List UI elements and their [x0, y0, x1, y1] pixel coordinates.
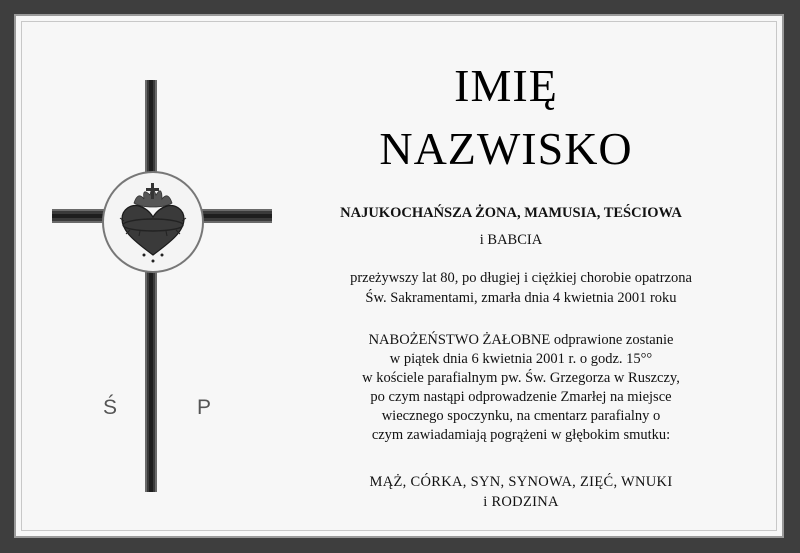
- last-name: NAZWISKO: [379, 123, 633, 174]
- life-info: [286, 268, 756, 308]
- funeral-line: w piątek dnia 6 kwietnia 2001 r. o godz. 15°°: [389, 351, 653, 367]
- mourners-list: [276, 472, 766, 512]
- life-info-line: przeżywszy lat 80, po długiej i ciężkiej chorobie opatrzona: [350, 270, 692, 286]
- family-roles: NAJUKOCHAŃSZA ŻONA, MAMUSIA, TEŚCIOWA: [340, 205, 682, 221]
- funeral-line: czym zawiadamiają pogrążeni w głębokim smutku:: [371, 427, 671, 443]
- obituary-card: [14, 14, 784, 538]
- funeral-line: po czym nastąpi odprowadzenie Zmarłej na miejsce: [370, 389, 672, 405]
- sacred-heart-icon: [104, 173, 202, 271]
- life-info-line: Św. Sakramentami, zmarła dnia 4 kwietnia 2001 roku: [365, 290, 677, 306]
- cross-vertical-beam: [145, 80, 157, 492]
- funeral-line: wiecznego spoczynku, na cmentarz parafialny o: [381, 408, 661, 424]
- sacred-heart-medallion: [102, 171, 204, 273]
- mourners-line: MĄŻ, CÓRKA, SYN, SYNOWA, ZIĘĆ, WNUKI: [369, 474, 673, 490]
- mourners-line: i RODZINA: [483, 494, 559, 510]
- initial-pamieci: P: [197, 396, 212, 419]
- funeral-line: NABOŻEŃSTWO ŻAŁOBNE odprawione zostanie: [368, 332, 674, 348]
- first-name: IMIĘ: [454, 60, 558, 111]
- initial-swiety: Ś: [103, 396, 118, 419]
- funeral-announcement: [286, 331, 756, 445]
- family-roles-continued: i BABCIA: [479, 232, 543, 248]
- funeral-line: w kościele parafialnym pw. Św. Grzegorza w Ruszczy,: [362, 370, 680, 386]
